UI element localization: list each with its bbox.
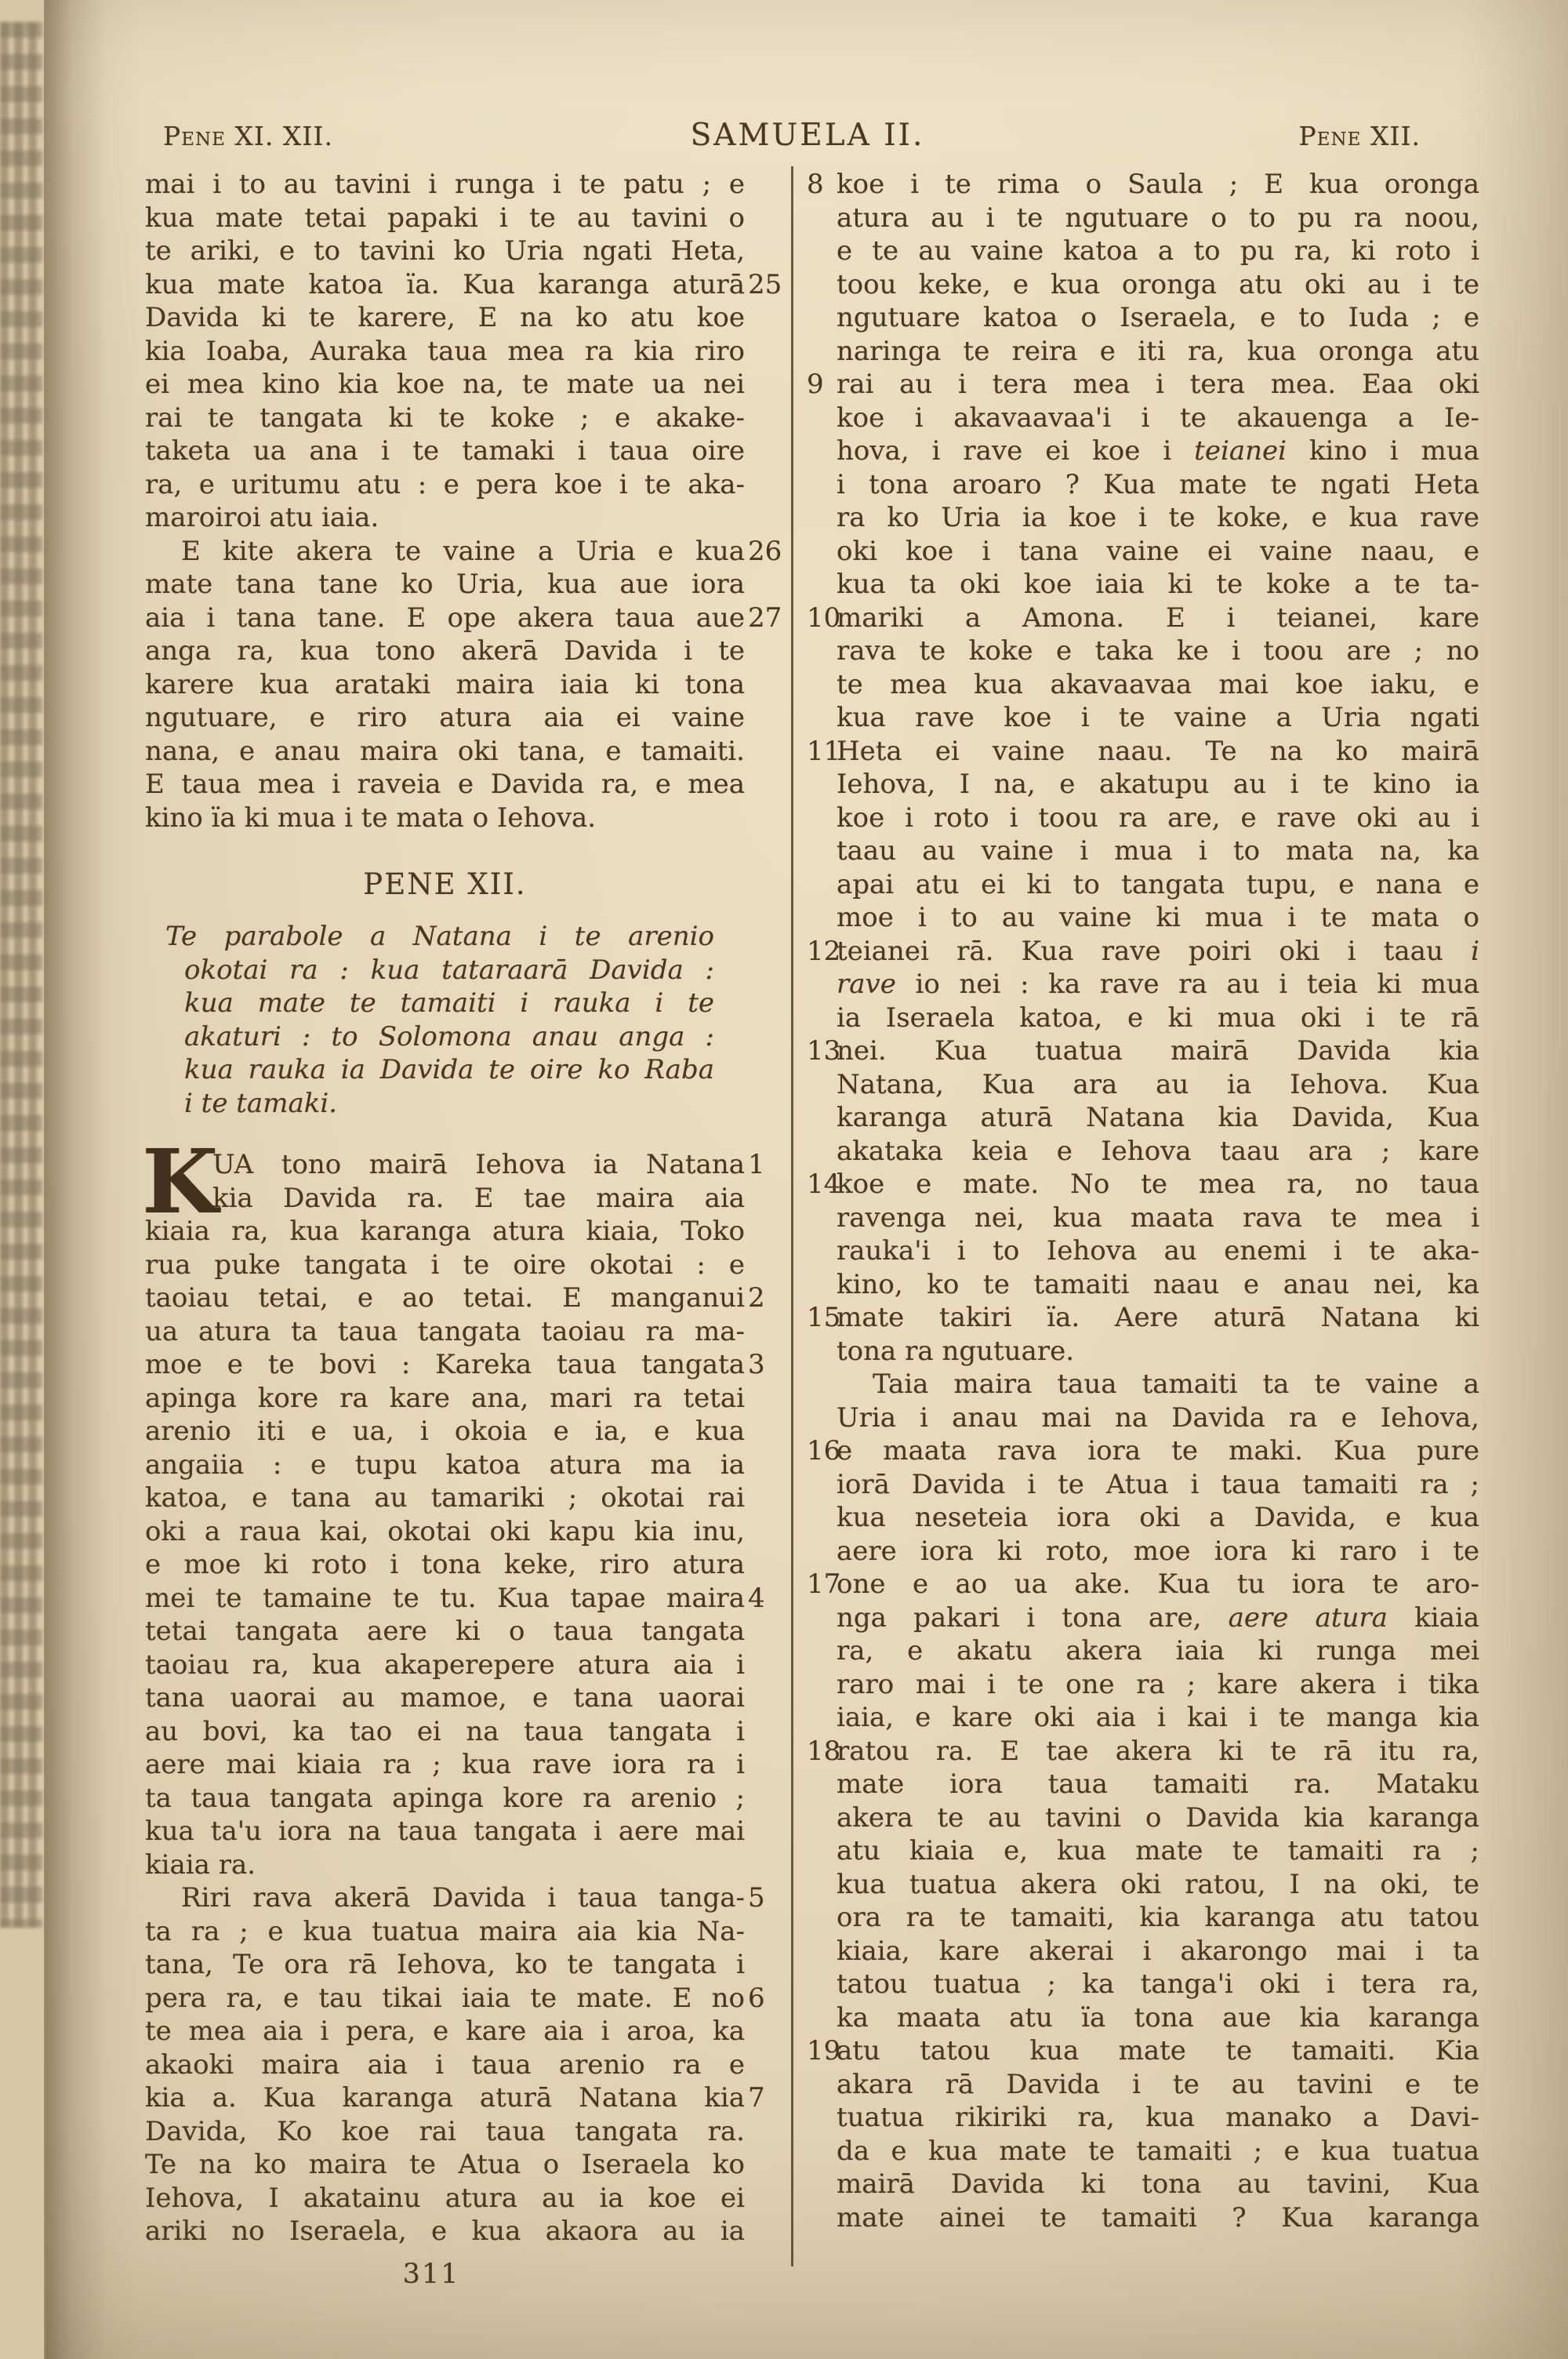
summary-line — [165, 920, 714, 954]
summary-line — [165, 954, 714, 987]
running-head — [0, 118, 1568, 158]
verse-text: iorā Davida i te Atua i taua tamaiti ra ; — [837, 1468, 1479, 1500]
verse-block — [145, 168, 782, 834]
verse-line — [837, 535, 1479, 569]
verse-text: anga ra, kua tono akerā Davida i te — [145, 635, 745, 667]
verse-line — [145, 602, 782, 635]
summary-line-text: Te parabole a Natana i te arenio — [165, 921, 714, 952]
verse-text: ra, e uritumu atu : e pera koe i te aka- — [145, 468, 745, 500]
verse-line — [145, 1415, 745, 1448]
verse-text: taketa ua ana i te tamaki i taua oire — [145, 435, 745, 467]
verse-line — [837, 1501, 1479, 1535]
summary-line-text: akaturi : to Solomona anau anga : — [184, 1020, 714, 1052]
verse-line — [837, 1801, 1479, 1835]
verse-text: kia Davida ra. E tae maira aia — [212, 1182, 745, 1214]
verse-text: kua neseteia iora oki a Davida, e kua — [837, 1502, 1479, 1533]
verse-number: 11 — [807, 735, 841, 767]
verse-text: ta ra ; e kua tuatua maira aia kia Na- — [145, 1915, 745, 1947]
verse-text: Natana, Kua ara au ia Iehova. Kua — [837, 1068, 1479, 1100]
verse-text: oki a raua kai, okotai oki kapu kia inu, — [145, 1515, 745, 1547]
verse-text: kua mate katoa ïa. Kua karanga aturā — [145, 268, 745, 300]
verse-line — [837, 1701, 1479, 1735]
chapter-heading: PENE XII. — [363, 867, 527, 901]
verse-text: kia Ioaba, Auraka taua mea ra kia riro — [145, 335, 745, 367]
verse-line — [145, 1281, 765, 1315]
verse-line — [837, 2168, 1479, 2201]
verse-line — [145, 735, 745, 769]
verse-line — [807, 935, 1479, 969]
verse-line — [145, 301, 745, 335]
verse-text: naringa te reira e iti ra, kua oronga atu — [837, 335, 1479, 367]
verse-line — [837, 1068, 1479, 1102]
verse-line — [145, 634, 745, 668]
verse-line — [145, 1382, 745, 1416]
verse-text: aere iora ki roto, moe iora ki raro i te — [837, 1535, 1479, 1567]
verse-line — [145, 1982, 765, 2016]
verse-text: kiaia, kare akerai i akarongo mai i ta — [837, 1935, 1479, 1967]
verse-number: 19 — [807, 2035, 841, 2066]
verse-number: 8 — [807, 169, 824, 200]
summary-line-text: kua rauka ia Davida te oire ko Raba — [184, 1054, 714, 1085]
verse-line — [145, 1881, 765, 1915]
verse-text: ia Iseraela katoa, e ki mua oki i te rā — [837, 1001, 1479, 1034]
verse-line — [807, 1434, 1479, 1468]
verse-number: 15 — [807, 1302, 841, 1333]
verse-line — [837, 1268, 1479, 1302]
verse-text: atu tatou kua mate te tamaiti. Kia — [837, 2035, 1479, 2066]
verse-text: rava te koke e taka ke i toou are ; no — [837, 635, 1479, 667]
verse-line — [145, 1582, 765, 1616]
verse-line — [807, 168, 1479, 202]
verse-line — [145, 535, 782, 569]
summary-line — [165, 1020, 714, 1054]
verse-line — [837, 301, 1479, 335]
running-head-title: SAMUELA II. — [690, 118, 925, 153]
verse-text: da e kua mate te tamaiti ; e kua tuatua — [837, 2135, 1479, 2167]
verse-line — [807, 2034, 1479, 2068]
verse-text: apai atu ei ki to tangata tupu, e nana e — [837, 868, 1479, 900]
verse-line — [837, 2201, 1479, 2235]
verse-line — [145, 1315, 745, 1349]
verse-line — [837, 1135, 1479, 1169]
verse-text: hova, i rave ei koe i — [837, 435, 1195, 467]
verse-text: koe e mate. No te mea ra, no taua — [837, 1169, 1479, 1200]
column-rule — [791, 166, 793, 2266]
verse-number: 16 — [807, 1435, 841, 1467]
verse-line — [837, 701, 1479, 735]
verse-text: ra, e akatu akera iaia ki runga mei — [837, 1635, 1479, 1667]
verse-text: E kite akera te vaine a Uria e kua — [181, 535, 745, 567]
verse-text: ratou ra. E tae akera ki te rā itu ra, — [837, 1735, 1479, 1767]
verse-text: one e ao ua ake. Kua tu iora te aro- — [837, 1568, 1479, 1600]
verse-line — [837, 801, 1479, 835]
verse-line — [145, 1515, 745, 1549]
verse-text: tatou tuatua ; ka tanga'i oki i tera ra, — [837, 1968, 1479, 2000]
verse-line — [837, 2101, 1479, 2135]
verse-line — [837, 468, 1479, 502]
verse-number: 13 — [807, 1035, 841, 1067]
verse-line — [837, 2068, 1479, 2102]
chapter-summary — [165, 920, 714, 1120]
summary-line — [165, 987, 714, 1020]
verse-line — [837, 1834, 1479, 1868]
verse-line — [145, 1348, 765, 1382]
verse-text: mate tana tane ko Uria, kua aue iora — [145, 569, 745, 600]
verse-text: ra ko Uria ia koe i te koke, e kua rave — [837, 502, 1479, 533]
verse-text: kia a. Kua karanga aturā Natana kia — [145, 2082, 745, 2114]
verse-block — [142, 1131, 765, 2248]
verse-number: 26 — [748, 535, 782, 567]
verse-text: mei te tamaine te tu. Kua tapae maira — [145, 1582, 745, 1614]
verse-text: ngutuare katoa o Iseraela, e to Iuda ; e — [837, 302, 1479, 333]
verse-line — [145, 1615, 745, 1648]
verse-text: kua ta'u iora na taua tangata i aere mai — [145, 1816, 745, 1847]
verse-line — [145, 202, 745, 235]
verse-text: rua puke tangata i te oire okotai : e — [145, 1249, 745, 1281]
verse-line — [145, 2215, 745, 2248]
verse-line — [145, 168, 745, 202]
italic-text: aere atura — [1228, 1601, 1388, 1634]
verse-text: au bovi, ka tao ei na taua tangata i — [145, 1715, 745, 1747]
verse-line — [145, 568, 745, 602]
verse-text: Davida, Ko koe rai taua tangata ra. — [145, 2115, 745, 2147]
verse-number: 9 — [807, 369, 824, 400]
verse-line — [807, 1735, 1479, 1768]
verse-line — [837, 1101, 1479, 1135]
italic-text: i — [1471, 935, 1479, 967]
verse-line — [837, 1401, 1479, 1435]
verse-line — [837, 335, 1479, 369]
verse-line — [145, 1815, 745, 1848]
verse-text: ka maata atu ïa tona aue kia karanga — [837, 2001, 1479, 2034]
verse-line — [145, 1915, 745, 1949]
verse-text: mariki a Amona. E i teianei, kare — [837, 602, 1479, 634]
verse-text: Uria i anau mai na Davida ra e Iehova, — [837, 1401, 1479, 1434]
verse-line — [145, 335, 745, 369]
verse-number: 27 — [748, 602, 782, 634]
verse-text: UA tono mairā Iehova ia Natana — [212, 1149, 745, 1180]
verse-line — [837, 1201, 1479, 1235]
verse-line — [837, 868, 1479, 902]
facing-page-bleed-text — [0, 22, 42, 1928]
verse-text: iaia, e kare oki aia i kai i te manga kia — [837, 1702, 1479, 1733]
verse-line — [145, 1848, 745, 1882]
verse-line — [837, 968, 1479, 1001]
verse-text: kua tuatua akera oki ratou, I na oki, te — [837, 1868, 1479, 1900]
verse-text: Te na ko maira te Atua o Iseraela ko — [145, 2149, 745, 2180]
verse-number: 1 — [748, 1149, 765, 1180]
verse-text: ua atura ta taua tangata taoiau ra ma- — [145, 1315, 745, 1347]
verse-line — [145, 801, 745, 835]
verse-line — [837, 1535, 1479, 1568]
verse-text: mairā Davida ki tona au tavini, Kua — [837, 2168, 1479, 2200]
verse-line — [837, 234, 1479, 268]
verse-number: 6 — [748, 1982, 765, 2014]
verse-line — [145, 234, 745, 268]
italic-text: rave — [837, 969, 896, 1000]
verse-text: atura au i te ngutuare o to pu ra noou, — [837, 202, 1479, 234]
verse-line — [837, 202, 1479, 235]
verse-line — [837, 834, 1479, 868]
summary-line — [165, 1087, 714, 1121]
verse-line — [145, 1782, 745, 1816]
verse-text: taoiau ra, kua akaperepere atura aia i — [145, 1648, 745, 1681]
verse-text: nga pakari i tona are, — [837, 1601, 1229, 1634]
verse-number: 7 — [748, 2082, 765, 2114]
verse-text: akataka keia e Iehova taau ara ; kare — [837, 1135, 1479, 1167]
verse-text: kino i mua — [1287, 435, 1479, 467]
verse-text: ei mea kino kia koe na, te mate ua nei — [145, 369, 745, 400]
verse-line — [837, 434, 1479, 468]
verse-line — [837, 634, 1479, 668]
verse-text: te ariki, e to tavini ko Uria ngati Heta, — [145, 235, 745, 267]
verse-text: kino ïa ki mua i te mata o Iehova. — [145, 801, 597, 834]
verse-number: 12 — [807, 935, 841, 967]
verse-line — [837, 1601, 1479, 1635]
verse-text: rai te tangata ki te koke ; e akake- — [145, 402, 745, 434]
verse-text: kua mate tetai papaki i te au tavini o — [145, 202, 745, 234]
verse-line — [145, 1448, 745, 1482]
verse-text: karere kua arataki maira iaia ki tona — [145, 668, 745, 700]
verse-line — [145, 402, 745, 435]
verse-text: akara rā Davida i te au tavini e te — [837, 2068, 1479, 2100]
verse-text: aia i tana tane. E ope akera taua aue — [145, 602, 745, 634]
verse-number: 17 — [807, 1568, 841, 1600]
verse-line — [837, 901, 1479, 935]
verse-text: koe i te rima o Saula ; E kua oronga — [837, 169, 1479, 200]
verse-text: atu kiaia e, kua mate te tamaiti ra ; — [837, 1835, 1479, 1866]
verse-line — [837, 1468, 1479, 1502]
verse-text: arenio iti e ua, i okoia e ia, e kua — [145, 1416, 745, 1447]
verse-text: Heta ei vaine naau. Te na ko mairā — [837, 735, 1479, 767]
gutter-shadow — [44, 0, 107, 2359]
verse-text: te mea kua akavaavaa mai koe iaku, e — [837, 668, 1479, 700]
right-column — [807, 168, 1479, 2234]
verse-text: ravenga nei, kua maata rava te mea i — [837, 1201, 1479, 1234]
verse-text: kiaia ra. — [145, 1848, 256, 1881]
verse-text: aere mai kiaia ra ; kua rave iora ra i — [145, 1749, 745, 1780]
verse-text: koe i roto i toou ra are, e rave oki au i — [837, 801, 1479, 834]
verse-line — [145, 2182, 745, 2215]
verse-line — [145, 1548, 745, 1582]
verse-line — [807, 602, 1479, 635]
verse-line — [807, 368, 1479, 402]
verse-text: tuatua rikiriki ra, kua manako a Davi- — [837, 2102, 1479, 2133]
verse-text: angaiia : e tupu katoa atura ma ia — [145, 1448, 745, 1481]
verse-line — [145, 668, 745, 702]
verse-number: 18 — [807, 1735, 841, 1767]
verse-line — [837, 1634, 1479, 1668]
verse-line — [837, 268, 1479, 302]
verse-text: te mea aia i pera, e kare aia i aroa, ka — [145, 2016, 745, 2047]
verse-line — [145, 2015, 745, 2048]
verse-text: kua ta oki koe iaia ki te koke a te ta- — [837, 569, 1479, 600]
verse-line — [807, 1168, 1479, 1201]
verse-number: 14 — [807, 1169, 841, 1200]
verse-line — [837, 668, 1479, 702]
verse-text: Davida ki te karere, E na ko atu koe — [145, 302, 745, 333]
verse-text: kiaia — [1387, 1601, 1479, 1634]
verse-text: kino, ko te tamaiti naau e anau nei, ka — [837, 1268, 1479, 1300]
verse-text: e moe ki roto i tona keke, riro atura — [145, 1549, 745, 1580]
verse-text: maroiroi atu iaia. — [145, 502, 379, 533]
verse-line — [145, 1148, 765, 1182]
verse-text: Iehova, I akatainu atura au ia koe ei — [145, 2182, 745, 2214]
verse-text: moe i to au vaine ki mua i te mata o — [837, 902, 1479, 933]
verse-text: pera ra, e tau tikai iaia te mate. E no — [145, 1982, 745, 2014]
verse-line — [145, 1481, 745, 1515]
verse-text: taau au vaine i mua i to mata na, ka — [837, 835, 1479, 867]
verse-text: akera te au tavini o Davida kia karanga — [837, 1801, 1479, 1834]
verse-text: karanga aturā Natana kia Davida, Kua — [837, 1102, 1479, 1133]
summary-line-text: okotai ra : kua tataraarā Davida : — [184, 954, 714, 986]
verse-text: e maata rava iora te maki. Kua pure — [837, 1435, 1479, 1467]
verse-text: tetai tangata aere ki o taua tangata — [145, 1616, 745, 1647]
summary-line-text: i te tamaki. — [184, 1087, 338, 1119]
verse-line — [145, 468, 745, 502]
verse-number: 5 — [748, 1882, 765, 1914]
verse-text: taoiau tetai, e ao tetai. E manganui — [145, 1282, 745, 1314]
verse-text: ngutuare, e riro atura aia ei vaine — [145, 702, 745, 733]
verse-line — [837, 1234, 1479, 1268]
verse-line — [807, 1301, 1479, 1335]
verse-text: tana, Te ora rā Iehova, ko te tangata i — [145, 1949, 745, 1980]
verse-line — [837, 501, 1479, 535]
verse-text: nana, e anau maira oki tana, e tamaiti. — [145, 735, 745, 767]
verse-text: e te au vaine katoa a to pu ra, ki roto i — [837, 235, 1479, 267]
verse-text: oki koe i tana vaine ei vaine naau, e — [837, 535, 1479, 567]
verse-line — [145, 2148, 745, 2182]
drop-cap: K — [142, 1131, 219, 1234]
verse-text: moe e te bovi : Kareka taua tangata — [145, 1349, 745, 1380]
verse-text: i tona aroaro ? Kua mate te ngati Heta — [837, 468, 1479, 500]
verse-text: mate iora taua tamaiti ra. Mataku — [837, 1768, 1479, 1800]
page-gutter — [0, 0, 45, 2359]
verse-line — [145, 1182, 745, 1216]
verse-number: 10 — [807, 602, 841, 634]
verse-line — [145, 268, 782, 302]
verse-text: raro mai i te one ra ; kare akera i tika — [837, 1668, 1479, 1700]
verse-line — [837, 1935, 1479, 1968]
verse-line — [145, 2048, 745, 2082]
left-column — [142, 168, 782, 2248]
verse-line — [837, 1868, 1479, 1902]
verse-number: 2 — [748, 1282, 765, 1314]
verse-line — [145, 368, 745, 402]
verse-text: toou keke, e kua oronga atu oki au i te — [837, 268, 1479, 300]
verse-line — [807, 1034, 1479, 1068]
verse-text: teianei rā. Kua rave poiri oki i taau — [837, 935, 1472, 967]
verse-text: ora ra te tamaiti, kia karanga atu tatou — [837, 1902, 1479, 1933]
verse-line — [145, 1748, 745, 1782]
verse-text: akaoki maira aia i taua arenio ra e — [145, 2048, 745, 2081]
verse-line — [837, 1968, 1479, 2001]
verse-line — [145, 1249, 745, 1282]
verse-text: E taua mea i raveia e Davida ra, e mea — [145, 769, 745, 800]
verse-line — [145, 768, 745, 801]
verse-text: mate ainei te tamaiti ? Kua karanga — [837, 2201, 1479, 2234]
verse-text: apinga kore ra kare ana, mari ra tetai — [145, 1382, 745, 1414]
verse-line — [145, 1681, 745, 1715]
page-number: 311 — [402, 2259, 460, 2290]
verse-text: tona ra ngutuare. — [837, 1335, 1075, 1367]
verse-text: ta taua tangata apinga kore ra arenio ; — [145, 1782, 745, 1814]
verse-line — [837, 768, 1479, 801]
verse-line — [837, 1901, 1479, 1935]
verse-line — [145, 1215, 745, 1249]
verse-text: katoa, e tana au tamariki ; okotai rai — [145, 1482, 745, 1514]
running-head-left: Pene XI. XII. — [163, 121, 333, 151]
verse-line — [837, 1001, 1479, 1035]
verse-number: 3 — [748, 1349, 765, 1380]
verse-text: rai au i tera mea i tera mea. Eaa oki — [837, 369, 1479, 400]
verse-line — [145, 434, 745, 468]
verse-line — [145, 1715, 745, 1749]
verse-text: nei. Kua tuatua mairā Davida kia — [837, 1035, 1479, 1067]
verse-text: kua rave koe i te vaine a Uria ngati — [837, 702, 1479, 733]
verse-line — [837, 1368, 1479, 1401]
verse-line — [837, 2135, 1479, 2168]
verse-text: Taia maira taua tamaiti ta te vaine a — [873, 1369, 1479, 1400]
verse-block — [807, 168, 1479, 2234]
italic-text: teianei — [1194, 435, 1287, 467]
verse-line — [145, 2115, 745, 2149]
verse-text: kiaia ra, kua karanga atura kiaia, Toko — [145, 1216, 745, 1247]
running-head-right: Pene XII. — [1298, 121, 1421, 151]
verse-line — [145, 1948, 745, 1982]
verse-text: mai i to au tavini i runga i te patu ; e — [145, 169, 745, 200]
verse-line — [837, 1768, 1479, 1801]
verse-text: tana uaorai au mamoe, e tana uaorai — [145, 1682, 745, 1714]
verse-line — [145, 501, 745, 535]
verse-text: Iehova, I na, e akatupu au i te kino ia — [837, 769, 1479, 800]
verse-line — [837, 1668, 1479, 1702]
summary-line-text: kua mate te tamaiti i rauka i te — [184, 987, 714, 1019]
verse-text: Riri rava akerā Davida i taua tanga- — [181, 1882, 745, 1914]
verse-line — [837, 402, 1479, 435]
verse-number: 25 — [748, 268, 782, 300]
summary-line — [165, 1053, 714, 1087]
verse-line — [837, 568, 1479, 602]
verse-number: 4 — [748, 1582, 765, 1614]
verse-line — [807, 735, 1479, 769]
verse-line — [145, 701, 745, 735]
verse-line — [837, 1335, 1479, 1369]
verse-line — [145, 2081, 765, 2115]
verse-text: ariki no Iseraela, e kua akaora au ia — [145, 2215, 745, 2247]
verse-text: rauka'i i to Iehova au enemi i te aka- — [837, 1235, 1479, 1267]
verse-text: mate takiri ïa. Aere aturā Natana ki — [837, 1302, 1479, 1333]
verse-line — [145, 1648, 745, 1682]
verse-line — [837, 2001, 1479, 2035]
verse-text: io nei : ka rave ra au i teia ki mua — [895, 969, 1479, 1000]
verse-text: koe i akavaavaa'i i te akauenga a Ie- — [837, 402, 1479, 434]
verse-line — [807, 1568, 1479, 1601]
